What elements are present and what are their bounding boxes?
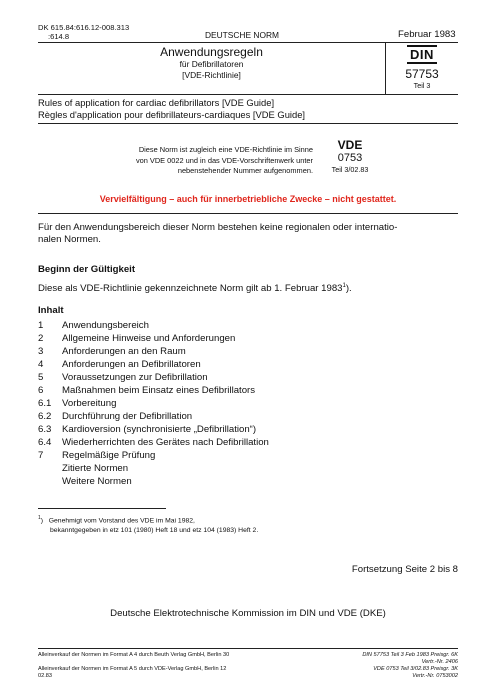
translations [38, 97, 305, 121]
validity-text-end: ). [345, 283, 352, 295]
toc-label: Durchführung der Defibrillation [62, 411, 193, 422]
toc-item [38, 346, 186, 358]
toc-label: Weitere Normen [62, 476, 132, 487]
footnote-line-1: $^1$) Genehmigt vom Vorstand des VDE im Mai 1982, [38, 515, 195, 525]
validity-footnote-ref: 1 [342, 283, 346, 289]
footer-right-line-2: Vertr.-Nr. 2406 [421, 659, 458, 665]
scope-text-line-2: nalen Normen. [38, 234, 101, 246]
rule-top [38, 42, 458, 43]
toc-label: Vorbereitung [62, 398, 117, 409]
toc-number: 7 [38, 450, 44, 461]
document-title: Anwendungsregeln [160, 45, 263, 59]
toc-number: 6 [38, 385, 44, 396]
toc-number: 6.1 [38, 398, 52, 409]
vde-number: 0753 [337, 152, 363, 164]
footer-right-line-1: DIN 57753 Teil 3 Feb 1983 Preisgr. 6K [362, 652, 458, 658]
toc-item [38, 437, 269, 449]
continuation-note: Fortsetzung Seite 2 bis 8 [351, 564, 458, 575]
toc-label: Maßnahmen beim Einsatz eines Defibrillators [62, 385, 256, 396]
footnote-rule [38, 508, 166, 509]
toc-label: Kardioversion (synchronisierte „Defibrillation“) [62, 424, 257, 435]
vde-note [104, 145, 313, 177]
footer-left-line-1: Alleinverkauf der Normen im Format A 4 durch Beuth Verlag GmbH, Berlin 30 [38, 652, 230, 658]
toc-number: 3 [38, 346, 44, 357]
rule-title-bottom [38, 94, 458, 95]
vde-note-line-3: nebenstehender Nummer aufgenommen. [177, 166, 313, 176]
footer-right-line-4: Vertr.-Nr. 0753002 [412, 673, 458, 679]
toc-label: Regelmäßige Prüfung [62, 450, 156, 461]
document-subtitle: für Defibrillatoren [179, 59, 244, 69]
footer-left-line-2: Alleinverkauf der Normen im Format A 5 durch VDE-Verlag GmbH, Berlin 12 [38, 666, 227, 672]
validity-heading: Beginn der Gültigkeit [38, 264, 136, 275]
footer-right [310, 652, 458, 680]
document-guide-label: [VDE-Richtlinie] [182, 70, 241, 80]
din-number: 57753 [405, 67, 439, 81]
committee-name: Deutsche Elektrotechnische Kommission im DIN und VDE (DKE) [110, 608, 386, 619]
dk-classification [38, 23, 129, 41]
toc-label: Voraussetzungen zur Defibrillation [62, 372, 208, 383]
contents-heading: Inhalt [38, 305, 64, 316]
publication-date: Februar 1983 [398, 29, 456, 40]
footer-left-line-3: 02.83 [38, 673, 52, 679]
toc-item [38, 320, 149, 332]
rule-footer [38, 648, 458, 649]
toc-label: Anforderungen an Defibrillatoren [62, 359, 201, 370]
toc-number: 1 [38, 320, 44, 331]
english-title: Rules of application for cardiac defibrillators [VDE Guide] [38, 97, 275, 108]
footer-left [38, 652, 229, 680]
footnote [38, 514, 258, 535]
vde-part: Teil 3/02.83 [331, 165, 369, 174]
toc-number: 2 [38, 333, 44, 344]
footnote-marker: 1 [38, 515, 41, 521]
toc-item [38, 385, 255, 397]
toc-label: Allgemeine Hinweise und Anforderungen [62, 333, 236, 344]
toc-number: 6.4 [38, 437, 52, 448]
footnote-text-2: bekanntgegeben in etz 101 (1980) Heft 18 und etz 104 (1983) Heft 2. [50, 526, 259, 534]
toc-label: Anforderungen an den Raum [62, 346, 186, 357]
dk-line-2: :614.8 [48, 32, 70, 41]
toc-item [38, 411, 192, 423]
title-block [38, 45, 385, 81]
french-title: Règles d'application pour defibrillateurs-cardiaques [VDE Guide] [38, 109, 306, 121]
toc-item [38, 424, 256, 436]
vde-label: VDE [337, 138, 363, 152]
toc-number: 6.3 [38, 424, 52, 435]
toc-item [38, 450, 155, 462]
toc-label: Zitierte Normen [62, 463, 129, 474]
toc-item [38, 463, 128, 475]
reproduction-notice: Vervielfältigung – auch für innerbetriebliche Zwecke – nicht gestattet. [99, 194, 397, 204]
footnote-text-1: Genehmigt vom Vorstand des VDE im Mai 1982, [48, 517, 195, 525]
toc-label: Wiederherrichten des Gerätes nach Defibrillation [62, 437, 269, 448]
vde-note-line-1: Diese Norm ist zugleich eine VDE-Richtlinie im Sinne [138, 145, 313, 154]
validity-text-main: Diese als VDE-Richtlinie gekennzeichnete Norm gilt ab 1. Februar 1983 [38, 283, 343, 295]
dk-line-1: DK 615.84:616.12-008.313 [38, 23, 130, 32]
toc-number: 5 [38, 372, 44, 383]
toc-item [38, 333, 235, 345]
toc-item [38, 398, 116, 410]
toc-label: Anwendungsbereich [62, 320, 149, 331]
toc-number: 4 [38, 359, 44, 370]
scope-text-line-1: Für den Anwendungsbereich dieser Norm bestehen keine regionalen oder internatio- [38, 222, 398, 233]
footer-right-line-3: VDE 0753 Teil 3/02.83 Preisgr. 3K [373, 666, 458, 672]
scope-text [38, 222, 397, 247]
toc-item [38, 372, 208, 384]
toc-item [38, 359, 201, 371]
din-logo: DIN [407, 45, 437, 64]
din-part: Teil 3 [413, 81, 431, 90]
toc-item [38, 476, 132, 488]
din-block [386, 46, 458, 90]
vde-note-line-2: von VDE 0022 und in das VDE-Vorschriftenwerk unter [135, 155, 313, 165]
vde-block [318, 138, 382, 174]
rule-translations-bottom [38, 123, 458, 124]
validity-text [38, 280, 352, 296]
rule-notice-bottom [38, 213, 458, 214]
standard-type: DEUTSCHE NORM [205, 30, 279, 40]
toc-number: 6.2 [38, 411, 52, 422]
